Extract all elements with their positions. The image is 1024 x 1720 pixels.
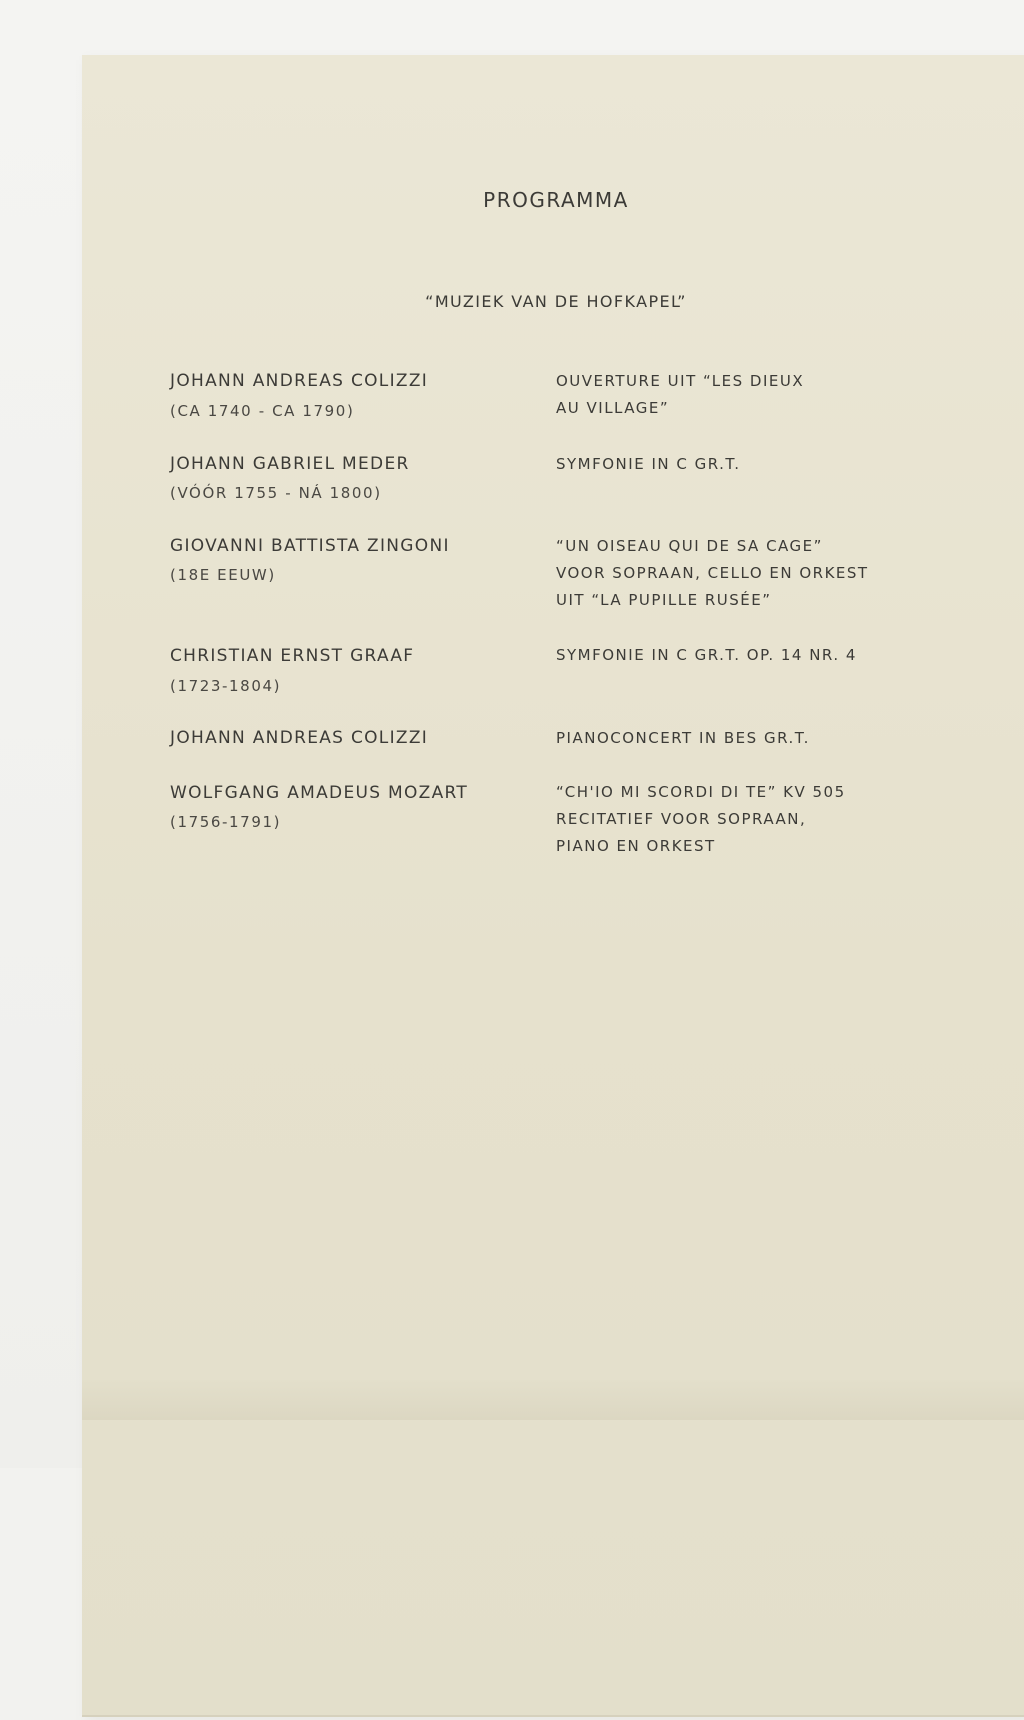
work-title-line: UIT “LA PUPILLE RUSÉE” xyxy=(556,591,772,609)
work-title-line: PIANOCONCERT IN BES GR.T. xyxy=(556,729,810,747)
concert-subtitle: “MUZIEK VAN DE HOFKAPEL” xyxy=(425,292,687,311)
composer-dates: (18E EEUW) xyxy=(170,566,276,584)
composer-dates: (VÓÓR 1755 - NÁ 1800) xyxy=(170,484,382,502)
composer-name: WOLFGANG AMADEUS MOZART xyxy=(170,783,469,803)
work-title-line: SYMFONIE IN C GR.T. OP. 14 NR. 4 xyxy=(556,646,857,664)
composer-dates: (1723-1804) xyxy=(170,677,282,695)
composer-name: JOHANN ANDREAS COLIZZI xyxy=(170,371,429,391)
work-title-line: RECITATIEF VOOR SOPRAAN, xyxy=(556,810,807,828)
work-title-line: OUVERTURE UIT “LES DIEUX xyxy=(556,372,805,390)
work-title-line: VOOR SOPRAAN, CELLO EN ORKEST xyxy=(556,564,869,582)
composer-name: JOHANN GABRIEL MEDER xyxy=(170,454,410,474)
page-title: PROGRAMMA xyxy=(483,188,629,212)
composer-dates: (CA 1740 - CA 1790) xyxy=(170,402,355,420)
composer-name: JOHANN ANDREAS COLIZZI xyxy=(170,728,429,748)
work-title-line: “CH'IO MI SCORDI DI TE” KV 505 xyxy=(556,783,846,801)
work-title-line: PIANO EN ORKEST xyxy=(556,837,716,855)
composer-name: GIOVANNI BATTISTA ZINGONI xyxy=(170,536,450,556)
composer-dates: (1756-1791) xyxy=(170,813,282,831)
work-title-line: SYMFONIE IN C GR.T. xyxy=(556,455,741,473)
work-title-line: “UN OISEAU QUI DE SA CAGE” xyxy=(556,537,823,555)
work-title-line: AU VILLAGE” xyxy=(556,399,670,417)
composer-name: CHRISTIAN ERNST GRAAF xyxy=(170,646,415,666)
page-bottom-edge xyxy=(82,1380,1024,1420)
